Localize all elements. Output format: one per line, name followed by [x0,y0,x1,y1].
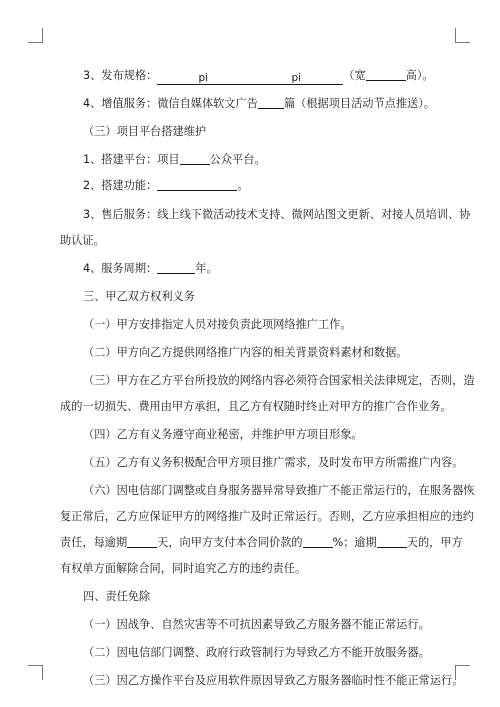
clause-3: （三）甲方在乙方平台所投放的网络内容必须符合国家相关法律规定，否则，造 [83,374,475,387]
overdue-days-blank [127,535,157,548]
function-line: 2、搭建功能： 。 [83,179,249,192]
spec-line: 3、发布规格： pi pi （宽 高）。 [83,69,434,84]
clause-5: （五）乙方有义务积极配合甲方项目推广需求，及时发布甲方所需推广内容。 [83,456,464,469]
spec-pi-field-1: pi [157,72,249,85]
section-heading-rights: 三、甲乙双方权利义务 [83,290,195,303]
clause-1: （一）甲方安排指定人员对接负责此项网络推广工作。 [83,318,352,331]
clause-4: （四）乙方有义务遵守商业秘密，并维护甲方项目形象。 [83,428,363,441]
after-sales-line-cont: 助认证。 [60,234,105,247]
service-period-line: 4、服务周期： 年。 [83,262,218,275]
after-sales-line: 3、售后服务：线上线下微活动技术支持、微网站图文更新、对接人员培训、协 [83,208,471,221]
clause-6-cont-2: 责任，每逾期 天，向甲方支付本合同价款的 %；逾期 天的，甲方 [60,536,463,549]
overdue-limit-blank [377,535,407,548]
function-blank [157,178,237,191]
platform-line: 1、搭建平台：项目 公众平台。 [83,153,266,166]
clause-3-cont: 成的一切损失、费用由甲方承担，且乙方有权随时终止对甲方的推广合作业务。 [60,400,452,413]
exemption-3: （三）因乙方操作平台及应用软件原因导致乙方服务器临时性不能正常运行。 [83,674,464,687]
clause-6-cont-1: 复正常后，乙方应保证甲方的网络推广及时正常运行。否则，乙方应承担相应的违约 [60,510,474,523]
project-name-blank [180,152,210,165]
clause-2: （二）甲方向乙方提供网络推广内容的相关背景资料素材和数据。 [83,346,408,359]
width-blank [366,68,406,81]
section-heading-platform: （三）项目平台搭建维护 [83,125,207,138]
corner-mark-top-right [455,28,470,43]
clause-6-cont-3: 有权单方面解除合同，同时追究乙方的违约责任。 [60,562,307,575]
corner-mark-bottom-left [28,665,43,680]
clause-6: （六）因电信部门调整或自身服务器异常导致推广不能正常运行的，在服务器恢 [83,484,475,497]
corner-mark-top-left [28,28,43,43]
article-count-blank [258,96,284,109]
exemption-1: （一）因战争、自然灾害等不可抗因素导致乙方服务器不能正常运行。 [83,618,430,631]
years-blank [157,261,195,274]
value-added-line: 4、增值服务：微信自媒体软文广告 篇（根据项目活动节点推送）。 [83,97,435,110]
percent-blank [303,535,333,548]
spec-pi-field-2: pi [249,72,343,85]
exemption-2: （二）因电信部门调整、政府行政管制行为导致乙方不能开放服务器。 [83,646,430,659]
section-heading-exemption: 四、责任免除 [83,590,151,603]
